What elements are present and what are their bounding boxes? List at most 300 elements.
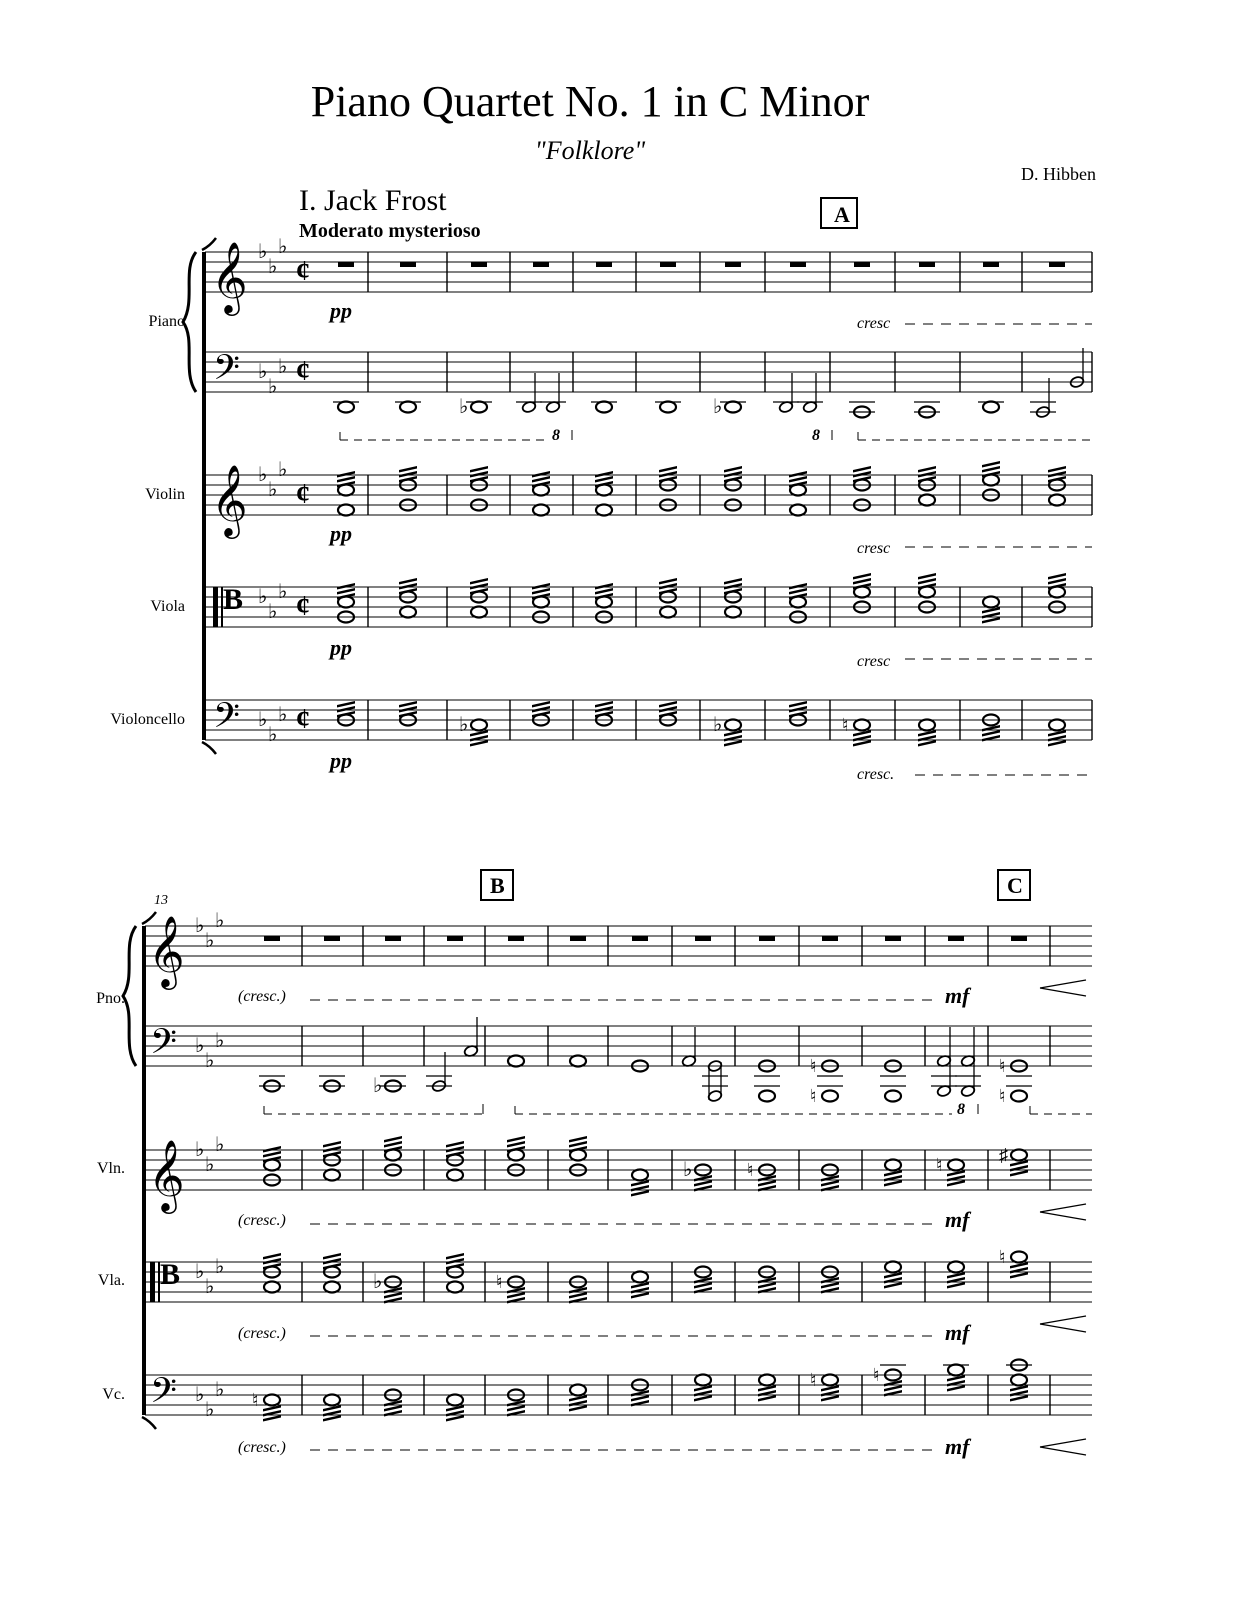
whole-rest	[632, 936, 648, 941]
tremolo-beam	[595, 476, 613, 483]
whole-note	[400, 607, 416, 618]
tremolo-beam	[384, 1297, 402, 1304]
tremolo-beam	[1048, 471, 1066, 478]
tremolo-beam	[384, 1410, 402, 1417]
tremolo-beam	[507, 1410, 525, 1417]
tremolo-beam	[982, 612, 1000, 619]
whole-rest	[854, 262, 870, 267]
tremolo-beam	[789, 588, 807, 595]
tremolo-beam	[884, 1175, 902, 1182]
bass-clef-icon: 𝄢	[150, 1373, 178, 1419]
staff-layer	[123, 198, 1092, 1455]
tremolo-beam	[789, 583, 807, 590]
tremolo-beam	[1010, 1395, 1028, 1402]
whole-note	[1011, 1252, 1027, 1263]
tremolo-beam	[982, 466, 1000, 473]
instrument-label-viola: Viola	[150, 598, 185, 615]
tremolo-beam	[659, 466, 677, 473]
dynamic-pp-viola: pp	[330, 635, 352, 660]
sharp-accidental: ♯	[999, 1145, 1008, 1165]
flat-accidental: ♭	[205, 1050, 215, 1072]
tremolo-beam	[323, 1253, 341, 1260]
whole-note	[570, 1385, 586, 1396]
whole-note	[632, 1170, 648, 1181]
flat-accidental: ♭	[215, 1134, 225, 1156]
flat-accidental: ♭	[215, 1030, 225, 1052]
tremolo-beam	[507, 1292, 525, 1299]
tremolo-beam	[1010, 1170, 1028, 1177]
tremolo-beam	[1048, 735, 1066, 742]
tremolo-beam	[853, 471, 871, 478]
tremolo-beam	[263, 1151, 281, 1158]
tremolo-beam	[337, 471, 355, 478]
movement-title: I. Jack Frost	[299, 184, 447, 217]
whole-note	[338, 402, 354, 413]
tremolo-beam	[789, 476, 807, 483]
treble-clef-icon: 𝄞	[211, 467, 248, 535]
tremolo-beam	[694, 1390, 712, 1397]
tremolo-beam	[821, 1390, 839, 1397]
alto-clef-icon	[150, 1262, 155, 1302]
rehearsal-mark-c: C	[1007, 873, 1023, 898]
cut-time-icon: ¢	[296, 479, 310, 510]
natural-accidental: ♮	[842, 715, 849, 735]
whole-note	[264, 1395, 280, 1406]
flat-accidental: ♭	[258, 709, 268, 731]
hairpin-cresc	[1040, 1316, 1086, 1324]
tremolo-beam	[532, 706, 550, 713]
piece-title: Piano Quartet No. 1 in C Minor	[310, 77, 870, 126]
tremolo-beam	[918, 471, 936, 478]
tremolo-beam	[323, 1146, 341, 1153]
tremolo-beam	[947, 1175, 965, 1182]
whole-rest	[759, 936, 775, 941]
whole-rest	[919, 262, 935, 267]
flat-accidental: ♭	[713, 714, 723, 736]
tremolo-beam	[947, 1180, 965, 1187]
cresc-piano: cresc	[857, 315, 891, 332]
flat-accidental: ♭	[278, 704, 288, 726]
natural-accidental: ♮	[936, 1155, 943, 1175]
whole-note	[471, 402, 487, 413]
tremolo-beam	[470, 471, 488, 478]
tremolo-beam	[263, 1415, 281, 1422]
tremolo-beam	[982, 735, 1000, 742]
flat-accidental: ♭	[195, 915, 205, 937]
tremolo-beam	[694, 1287, 712, 1294]
rehearsal-mark-a: A	[834, 202, 850, 227]
flat-accidental: ♭	[278, 459, 288, 481]
flat-accidental: ♭	[205, 930, 215, 952]
tremolo-beam	[821, 1282, 839, 1289]
tremolo-beam	[884, 1180, 902, 1187]
tremolo-beam	[569, 1297, 587, 1304]
tremolo-beam	[446, 1410, 464, 1417]
tremolo-beam	[507, 1141, 525, 1148]
tremolo-beam	[323, 1410, 341, 1417]
whole-note	[447, 1282, 463, 1293]
tremolo-beam	[470, 466, 488, 473]
whole-note	[885, 1091, 901, 1102]
whole-note	[822, 1091, 838, 1102]
composer-name: D. Hibben	[1021, 164, 1096, 184]
tremolo-beam	[532, 471, 550, 478]
tremolo-beam	[595, 588, 613, 595]
tremolo-beam	[384, 1405, 402, 1412]
dynamic-mf-cello: mf	[945, 1434, 970, 1459]
tremolo-beam	[569, 1136, 587, 1143]
tremolo-beam	[507, 1405, 525, 1412]
treble-clef-icon: 𝄞	[148, 1142, 185, 1210]
tremolo-beam	[758, 1287, 776, 1294]
instrument-label-piano: Piano	[148, 313, 185, 330]
whole-rest	[885, 936, 901, 941]
tremolo-beam	[659, 701, 677, 708]
tremolo-beam	[918, 573, 936, 580]
whole-rest	[447, 936, 463, 941]
instrument-label-vc: Vc.	[102, 1386, 125, 1403]
tremolo-beam	[1010, 1267, 1028, 1274]
natural-accidental: ♮	[810, 1056, 817, 1076]
tremolo-beam	[1010, 1390, 1028, 1397]
tremolo-beam	[532, 588, 550, 595]
whole-note	[885, 1160, 901, 1171]
flat-accidental: ♭	[258, 586, 268, 608]
flat-accidental: ♭	[268, 479, 278, 501]
whole-note	[822, 1375, 838, 1386]
whole-note	[725, 720, 741, 731]
cresc-cont-violin: (cresc.)	[238, 1212, 286, 1229]
flat-accidental: ♭	[215, 1379, 225, 1401]
tremolo-beam	[884, 1277, 902, 1284]
natural-accidental: ♮	[999, 1247, 1006, 1267]
tremolo-beam	[446, 1146, 464, 1153]
whole-note	[324, 1395, 340, 1406]
tremolo-beam	[821, 1180, 839, 1187]
ottava-2: 8	[812, 427, 820, 444]
whole-note	[264, 1282, 280, 1293]
cresc-violin: cresc	[857, 540, 891, 557]
tremolo-beam	[399, 578, 417, 585]
dynamic-mf-piano: mf	[945, 983, 970, 1008]
tremolo-beam	[631, 1395, 649, 1402]
flat-accidental: ♭	[215, 1256, 225, 1278]
cresc-cont-piano: (cresc.)	[238, 988, 286, 1005]
tremolo-beam	[446, 1258, 464, 1265]
whole-note	[1011, 1150, 1027, 1161]
flat-accidental: ♭	[683, 1159, 693, 1181]
hairpin-cresc	[1040, 1204, 1086, 1212]
tremolo-beam	[470, 735, 488, 742]
tremolo-beam	[1048, 740, 1066, 747]
tremolo-beam	[569, 1400, 587, 1407]
tremolo-beam	[263, 1410, 281, 1417]
whole-note	[885, 1262, 901, 1273]
cresc-cello: cresc.	[857, 766, 895, 783]
alto-clef-icon: B	[160, 1258, 181, 1291]
flat-accidental: ♭	[205, 1154, 215, 1176]
tremolo-beam	[694, 1180, 712, 1187]
tremolo-beam	[470, 578, 488, 585]
dynamic-pp-cello: pp	[330, 748, 352, 773]
tremolo-beam	[918, 578, 936, 585]
tremolo-beam	[1048, 573, 1066, 580]
tremolo-beam	[694, 1185, 712, 1192]
whole-note	[948, 1160, 964, 1171]
whole-rest	[695, 936, 711, 941]
whole-rest	[1049, 262, 1065, 267]
whole-rest	[324, 936, 340, 941]
flat-accidental: ♭	[195, 1035, 205, 1057]
tremolo-beam	[918, 735, 936, 742]
whole-note	[400, 402, 416, 413]
tremolo-beam	[884, 1390, 902, 1397]
whole-note	[725, 402, 741, 413]
flat-accidental: ♭	[258, 361, 268, 383]
tremolo-beam	[947, 1282, 965, 1289]
tremolo-beam	[399, 701, 417, 708]
hairpin-cresc	[1040, 980, 1086, 988]
natural-accidental: ♮	[496, 1272, 503, 1292]
tremolo-beam	[724, 740, 742, 747]
dynamic-pp-piano: pp	[330, 298, 352, 323]
bass-clef-icon: 𝄢	[213, 350, 241, 396]
tremolo-beam	[724, 583, 742, 590]
flat-accidental: ♭	[459, 396, 469, 418]
tremolo-beam	[337, 588, 355, 595]
tremolo-beam	[595, 471, 613, 478]
tremolo-beam	[446, 1253, 464, 1260]
whole-rest	[400, 262, 416, 267]
whole-note	[324, 1170, 340, 1181]
tremolo-beam	[507, 1136, 525, 1143]
flat-accidental: ♭	[215, 910, 225, 932]
whole-note	[338, 505, 354, 516]
tremolo-beam	[947, 1277, 965, 1284]
tremolo-beam	[853, 573, 871, 580]
hairpin-cresc	[1040, 1324, 1086, 1332]
tremolo-beam	[1048, 466, 1066, 473]
tremolo-beam	[884, 1282, 902, 1289]
whole-rest	[264, 936, 280, 941]
tremolo-beam	[399, 466, 417, 473]
whole-note	[1011, 1091, 1027, 1102]
flat-accidental: ♭	[268, 256, 278, 278]
tremolo-beam	[337, 701, 355, 708]
alto-clef-icon	[213, 587, 218, 627]
flat-accidental: ♭	[373, 1075, 383, 1097]
flat-accidental: ♭	[268, 724, 278, 746]
cresc-cont-viola: (cresc.)	[238, 1325, 286, 1342]
whole-note	[725, 607, 741, 618]
hairpin-cresc	[1040, 1439, 1086, 1447]
whole-note	[447, 1395, 463, 1406]
tremolo-beam	[399, 471, 417, 478]
tremolo-beam	[263, 1258, 281, 1265]
piano-brace	[183, 252, 196, 392]
tremolo-beam	[694, 1282, 712, 1289]
tremolo-beam	[323, 1141, 341, 1148]
tremolo-beam	[758, 1390, 776, 1397]
tremolo-beam	[918, 740, 936, 747]
whole-note	[948, 1262, 964, 1273]
whole-rest	[725, 262, 741, 267]
tremolo-beam	[446, 1141, 464, 1148]
piano-brace	[123, 926, 136, 1066]
tremolo-beam	[659, 578, 677, 585]
flat-accidental: ♭	[278, 356, 288, 378]
whole-note	[1049, 495, 1065, 506]
whole-note	[596, 402, 612, 413]
cresc-cont-cello: (cresc.)	[238, 1439, 286, 1456]
whole-note	[854, 720, 870, 731]
tremolo-beam	[821, 1395, 839, 1402]
tremolo-beam	[337, 476, 355, 483]
tremolo-beam	[323, 1258, 341, 1265]
treble-clef-icon: 𝄞	[211, 244, 248, 312]
cut-time-icon: ¢	[296, 356, 310, 387]
alto-clef-icon: B	[223, 583, 244, 616]
flat-accidental: ♭	[195, 1139, 205, 1161]
tremolo-beam	[821, 1185, 839, 1192]
tremolo-beam	[758, 1180, 776, 1187]
tremolo-beam	[947, 1385, 965, 1392]
flat-accidental: ♭	[258, 241, 268, 263]
flat-accidental: ♭	[713, 396, 723, 418]
tremolo-beam	[982, 730, 1000, 737]
tremolo-beam	[569, 1141, 587, 1148]
tremolo-beam	[631, 1287, 649, 1294]
whole-note	[790, 505, 806, 516]
flat-accidental: ♭	[205, 1276, 215, 1298]
tremolo-beam	[884, 1385, 902, 1392]
whole-note	[508, 1056, 524, 1067]
whole-note	[632, 1272, 648, 1283]
tremolo-beam	[569, 1405, 587, 1412]
tremolo-beam	[724, 578, 742, 585]
hairpin-cresc	[1040, 1212, 1086, 1220]
whole-note	[570, 1056, 586, 1067]
natural-accidental: ♮	[999, 1086, 1006, 1106]
whole-rest	[790, 262, 806, 267]
tremolo-beam	[631, 1185, 649, 1192]
dynamic-mf-violin: mf	[945, 1207, 970, 1232]
tremolo-beam	[982, 617, 1000, 624]
flat-accidental: ♭	[258, 464, 268, 486]
whole-note	[596, 505, 612, 516]
tremolo-beam	[724, 471, 742, 478]
tremolo-beam	[384, 1136, 402, 1143]
natural-accidental: ♮	[810, 1370, 817, 1390]
whole-rest	[596, 262, 612, 267]
tremolo-beam	[659, 706, 677, 713]
whole-note	[533, 505, 549, 516]
tremolo-beam	[595, 701, 613, 708]
natural-accidental: ♮	[252, 1390, 259, 1410]
tremolo-beam	[724, 466, 742, 473]
tremolo-beam	[532, 476, 550, 483]
bass-clef-icon: 𝄢	[150, 1024, 178, 1070]
whole-note	[919, 495, 935, 506]
whole-note	[948, 1365, 964, 1376]
flat-accidental: ♭	[278, 236, 288, 258]
flat-accidental: ♭	[195, 1261, 205, 1283]
whole-rest	[385, 936, 401, 941]
flat-accidental: ♭	[205, 1399, 215, 1421]
tremolo-beam	[694, 1395, 712, 1402]
tremolo-beam	[631, 1292, 649, 1299]
tremolo-beam	[337, 706, 355, 713]
whole-note	[324, 1282, 340, 1293]
ottava-3: 8	[957, 1101, 965, 1118]
tremolo-beam	[631, 1190, 649, 1197]
tremolo-beam	[1010, 1165, 1028, 1172]
measure-number: 13	[154, 893, 168, 908]
whole-rest	[948, 936, 964, 941]
whole-rest	[338, 262, 354, 267]
flat-accidental: ♭	[195, 1384, 205, 1406]
whole-note	[447, 1170, 463, 1181]
cresc-viola: cresc	[857, 653, 891, 670]
tremolo-beam	[1010, 1272, 1028, 1279]
tremolo-beam	[758, 1282, 776, 1289]
whole-note	[759, 1091, 775, 1102]
whole-rest	[471, 262, 487, 267]
treble-clef-icon: 𝄞	[148, 918, 185, 986]
instrument-label-violin: Violin	[145, 486, 185, 503]
cut-time-icon: ¢	[296, 704, 310, 735]
whole-note	[471, 720, 487, 731]
tremolo-beam	[789, 471, 807, 478]
tremolo-beam	[789, 701, 807, 708]
tremolo-beam	[659, 583, 677, 590]
system2-markings	[154, 873, 1023, 1459]
whole-rest	[822, 936, 838, 941]
piece-subtitle: "Folklore"	[534, 136, 646, 165]
cut-time-icon: ¢	[296, 591, 310, 622]
whole-note	[660, 607, 676, 618]
tremolo-beam	[532, 583, 550, 590]
flat-accidental: ♭	[268, 376, 278, 398]
tremolo-beam	[569, 1292, 587, 1299]
tremolo-beam	[323, 1415, 341, 1422]
tremolo-beam	[853, 466, 871, 473]
tremolo-beam	[532, 701, 550, 708]
whole-note	[983, 402, 999, 413]
dynamic-pp-violin: pp	[330, 521, 352, 546]
tremolo-beam	[470, 583, 488, 590]
tremolo-beam	[947, 1380, 965, 1387]
tremolo-beam	[263, 1253, 281, 1260]
whole-note	[759, 1375, 775, 1386]
instrument-label-vln: Vln.	[97, 1160, 125, 1177]
tremolo-beam	[399, 583, 417, 590]
tremolo-beam	[337, 583, 355, 590]
tremolo-beam	[918, 466, 936, 473]
flat-accidental: ♭	[459, 714, 469, 736]
whole-rest	[660, 262, 676, 267]
tremolo-beam	[659, 471, 677, 478]
tremolo-beam	[758, 1395, 776, 1402]
cut-time-icon: ¢	[296, 256, 310, 287]
tremolo-beam	[470, 740, 488, 747]
whole-note	[695, 1375, 711, 1386]
whole-rest	[533, 262, 549, 267]
dynamic-mf-viola: mf	[945, 1320, 970, 1345]
ottava-1: 8	[552, 427, 560, 444]
tremolo-beam	[724, 735, 742, 742]
natural-accidental: ♮	[810, 1086, 817, 1106]
